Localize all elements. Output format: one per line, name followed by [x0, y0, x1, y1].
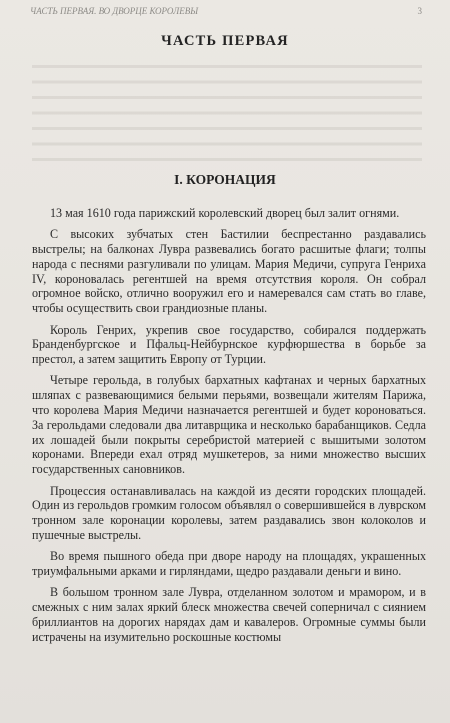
paragraph: Четыре герольда, в голубых бархатных кафтанах и черных бархатных шляпах с развевающимися белыми перьями, возвещали жителям Парижа, что королева Мария Медичи назначается регентшей и будет короноваться. За герольдами следовали два литаврщика и несколько барабанщиков. Седла их лошадей были покрыты серебристой материей с вышитыми золотом коронами. Впереди ехал отряд мушкетеров, за ними множество высших государственных сановников.	[32, 373, 426, 477]
paragraph: Король Генрих, укрепив свое государство, собирался поддержать Бранденбургское и Пфальц-Нейбурнское курфюршества в борьбе за престол, а затем защитить Европу от Турции.	[32, 322, 426, 367]
paragraph: 13 мая 1610 года парижский королевский дворец был залит огнями.	[50, 206, 400, 220]
page-number: 3	[417, 6, 422, 16]
paragraph: В большом тронном зале Лувра, отделанном золотом и мрамором, и в смежных с ним залах яркий блеск множества свечей соперничал с сиянием бриллиантов на дорогих нарядах дам и кавалеров. Огромные суммы были истрачены на изумительно роскошные костюмы	[32, 585, 426, 644]
chapter-title: I. КОРОНАЦИЯ	[174, 172, 276, 187]
show-through-text	[32, 56, 422, 162]
body-text	[32, 206, 426, 651]
paragraph: Процессия останавливалась на каждой из десяти городских площадей. Один из герольдов громким голосом объявлял о совершившейся в луврском тронном зале коронации королевы, затем раздавались звон колоколов и пушечные выстрелы.	[32, 483, 426, 542]
paragraph: Во время пышного обеда при дворе народу на площадях, украшенных триумфальными арками и гирляндами, щедро раздавали деньги и вино.	[32, 549, 426, 579]
part-title: ЧАСТЬ ПЕРВАЯ	[161, 33, 289, 49]
paragraph: С высоких зубчатых стен Бастилии беспрестанно раздавались выстрелы; на балконах Лувра развевались богато расшитые флаги; толпы народа с песнями разгуливали по улицам. Мария Медичи, супруга Генриха IV, короновалась регентшей на время отсутствия короля. Он собрал огромное войско, отлично вооружил его и намеревался сам стать во главе, чтобы осуществить свои грандиозные планы.	[32, 227, 426, 316]
running-header	[30, 4, 422, 18]
running-title: ЧАСТЬ ПЕРВАЯ. ВО ДВОРЦЕ КОРОЛЕВЫ	[30, 6, 199, 16]
